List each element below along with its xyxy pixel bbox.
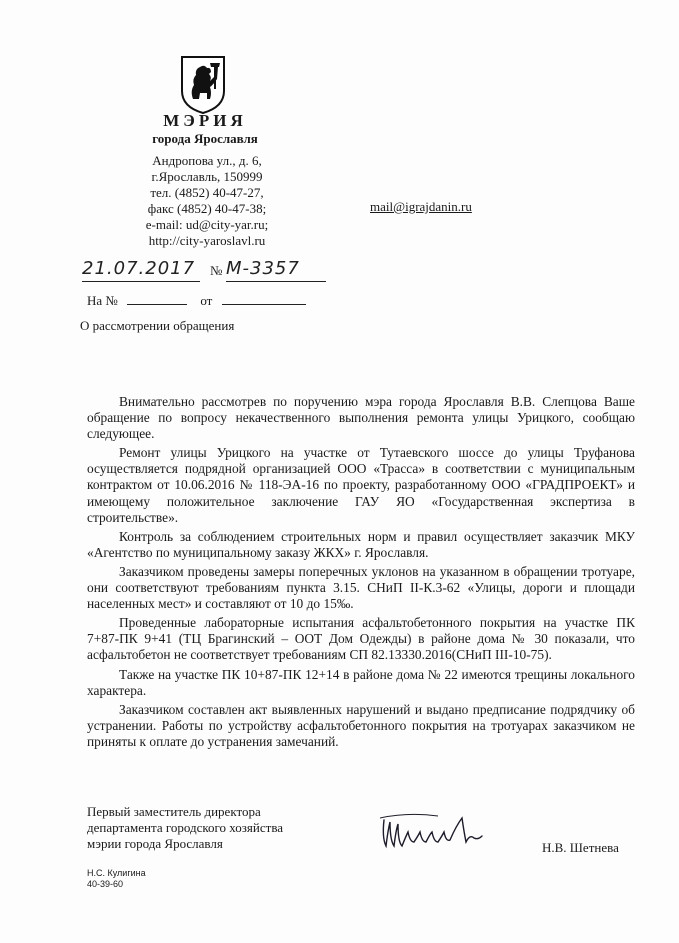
- number-underline: [226, 281, 326, 282]
- date-underline: [82, 281, 200, 282]
- position-line: Первый заместитель директора: [87, 804, 261, 819]
- handwritten-signature: [378, 808, 498, 858]
- reference-line: [87, 292, 306, 309]
- executor-info: [87, 868, 146, 890]
- registration-number-label: №: [210, 263, 223, 278]
- email-line: e-mail: ud@city-yar.ru;: [145, 217, 269, 232]
- ref-from-label: от: [200, 293, 213, 308]
- signatory-name: Н.В. Шетнева: [542, 840, 619, 855]
- body-paragraph: Внимательно рассмотрев по поручению мэра города Ярославля В.В. Слепцова Ваше обращение по вопросу некачественного выполнения ремонта улицы Урицкого, сообщаю следующее.: [87, 394, 635, 442]
- fax-line: факс (4852) 40-47-38;: [147, 201, 267, 216]
- ref-number-label: На №: [87, 293, 118, 308]
- contact-block: [118, 153, 296, 249]
- registration-date: 21.07.2017: [82, 258, 196, 279]
- ref-number-blank: [127, 292, 187, 305]
- coat-of-arms-icon: [180, 55, 226, 115]
- letter-body: [87, 394, 635, 753]
- registration-number: М-3357: [226, 258, 300, 279]
- body-paragraph: Заказчиком проведены замеры поперечных уклонов на указанном в обращении тротуаре, они соответствуют требованиям пункта 3.15. СНиП II-К.3-62 «Улицы, дороги и площади населенных мест» и составляют от 10 до 15‰.: [87, 563, 635, 612]
- address-line: г.Ярославль, 150999: [151, 169, 263, 184]
- body-paragraph: Ремонт улицы Урицкого на участке от Тутаевского шоссе до улицы Труфанова осуществляется подрядной организацией ООО «Трасса» в соответствии с муниципальным контрактом от 10.06.2016 № 118-ЭА-16 по проекту, разработанному ООО «ГРАДПРОЕКТ» и имеющему положительное заключение ГАУ ЯО «Государственная экспертиза в строительстве».: [87, 445, 635, 525]
- position-line: мэрии города Ярославля: [87, 836, 223, 851]
- ref-date-blank: [222, 292, 306, 305]
- position-line: департамента городского хозяйства: [87, 820, 284, 835]
- body-paragraph: Контроль за соблюдением строительных норм и правил осуществляет заказчик МКУ «Агентство по муниципальному заказу ЖКХ» г. Ярославля.: [87, 528, 635, 560]
- phone-line: тел. (4852) 40-47-27,: [150, 185, 264, 200]
- executor-phone: 40-39-60: [87, 879, 124, 889]
- website-line: http://city-yaroslavl.ru: [148, 233, 266, 248]
- executor-name: Н.С. Кулигина: [87, 868, 146, 878]
- body-paragraph: Также на участке ПК 10+87-ПК 12+14 в районе дома № 22 имеются трещины локального характера.: [87, 666, 635, 698]
- recipient-email: mail@igrajdanin.ru: [370, 199, 472, 214]
- subject-line: О рассмотрении обращения: [80, 318, 235, 333]
- org-subtitle: города Ярославля: [152, 131, 258, 146]
- signatory-position: [87, 804, 283, 852]
- org-title: МЭРИЯ: [163, 111, 247, 130]
- body-paragraph: Проведенные лабораторные испытания асфальтобетонного покрытия на участке ПК 7+87-ПК 9+41 (ТЦ Брагинский – ООТ Дом Одежды) в районе дома № 30 показали, что асфальтобетон не соответствует требованиям СП 82.13330.2016(СНиП III-10-75).: [87, 615, 635, 663]
- address-line: Андропова ул., д. 6,: [152, 153, 262, 168]
- body-paragraph: Заказчиком составлен акт выявленных нарушений и выдано предписание подрядчику об устранении. Работы по устройству асфальтобетонного покрытия на тротуарах заказчиком не приняты к оплате до устранения замечаний.: [87, 701, 635, 749]
